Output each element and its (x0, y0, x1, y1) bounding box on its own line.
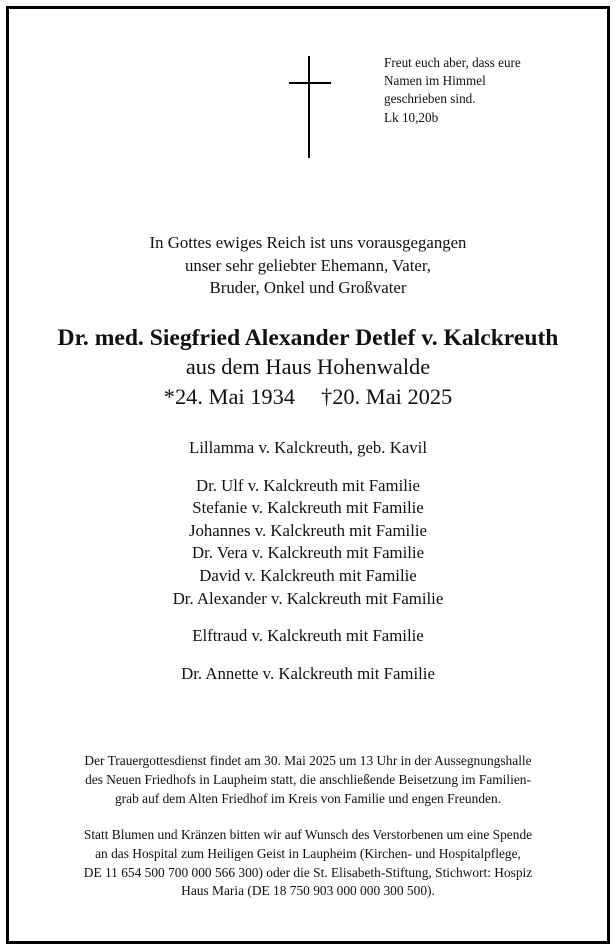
mourner-group (0, 437, 616, 460)
mourner-name: Johannes v. Kalckreuth mit Familie (189, 520, 427, 540)
verse-line: Namen im Himmel (384, 73, 486, 89)
notice-line: an das Hospital zum Heiligen Geist in Laupheim (Kirchen- und Hospitalpflege, (95, 845, 521, 861)
mourner-name: Stefanie v. Kalckreuth mit Familie (192, 498, 424, 518)
mourner-group (0, 663, 616, 686)
intro-line: In Gottes ewiges Reich ist uns vorausgegangen (149, 233, 467, 252)
mourner-group (0, 475, 616, 611)
death-date: †20. Mai 2025 (321, 384, 453, 409)
deceased-name: Dr. med. Siegfried Alexander Detlef v. Kalckreuth (57, 325, 559, 351)
mourner-name: Dr. Vera v. Kalckreuth mit Familie (191, 543, 425, 563)
notice-line: DE 11 654 500 700 000 566 300) oder die St. Elisabeth-Stiftung, Stichwort: Hospiz (83, 864, 533, 880)
deceased-house: aus dem Haus Hohenwalde (185, 354, 431, 379)
intro-line: Bruder, Onkel und Großvater (209, 278, 407, 297)
donation-notice (40, 826, 576, 901)
mourner-name: Dr. Alexander v. Kalckreuth mit Familie (172, 588, 444, 608)
notice-line: des Neuen Friedhofs in Laupheim statt, die anschließende Beisetzung im Familien- (85, 771, 531, 787)
notice-line: grab auf dem Alten Friedhof im Kreis von Familie und engen Freunden. (114, 790, 501, 806)
notice-line: Haus Maria (DE 18 750 903 000 000 300 500). (181, 883, 435, 899)
intro-line: unser sehr geliebter Ehemann, Vater, (185, 255, 431, 275)
notice-line: Der Trauergottesdienst findet am 30. Mai 2025 um 13 Uhr in der Aussegnungshalle (84, 753, 532, 768)
mourner-group (0, 625, 616, 648)
mourner-name: Lillamma v. Kalckreuth, geb. Kavil (189, 438, 427, 457)
verse-line: Freut euch aber, dass eure (384, 55, 521, 70)
mourner-name: Dr. Ulf v. Kalckreuth mit Familie (195, 475, 420, 495)
verse-reference: Lk 10,20b (384, 109, 439, 125)
mourner-name: David v. Kalckreuth mit Familie (199, 565, 417, 585)
life-dates (0, 383, 616, 411)
mourner-name: Elftraud v. Kalckreuth mit Familie (192, 626, 424, 646)
birth-date: *24. Mai 1934 (163, 384, 295, 409)
notice-line: Statt Blumen und Kränzen bitten wir auf Wunsch des Verstorbenen um eine Spende (83, 827, 533, 842)
mourners-list (0, 437, 616, 700)
intro-text (0, 232, 616, 300)
verse-line: geschrieben sind. (384, 91, 476, 107)
mourner-name: Dr. Annette v. Kalckreuth mit Familie (181, 663, 435, 683)
bible-verse (384, 54, 584, 127)
cross-icon (285, 56, 335, 160)
funeral-service-notice (40, 752, 576, 808)
